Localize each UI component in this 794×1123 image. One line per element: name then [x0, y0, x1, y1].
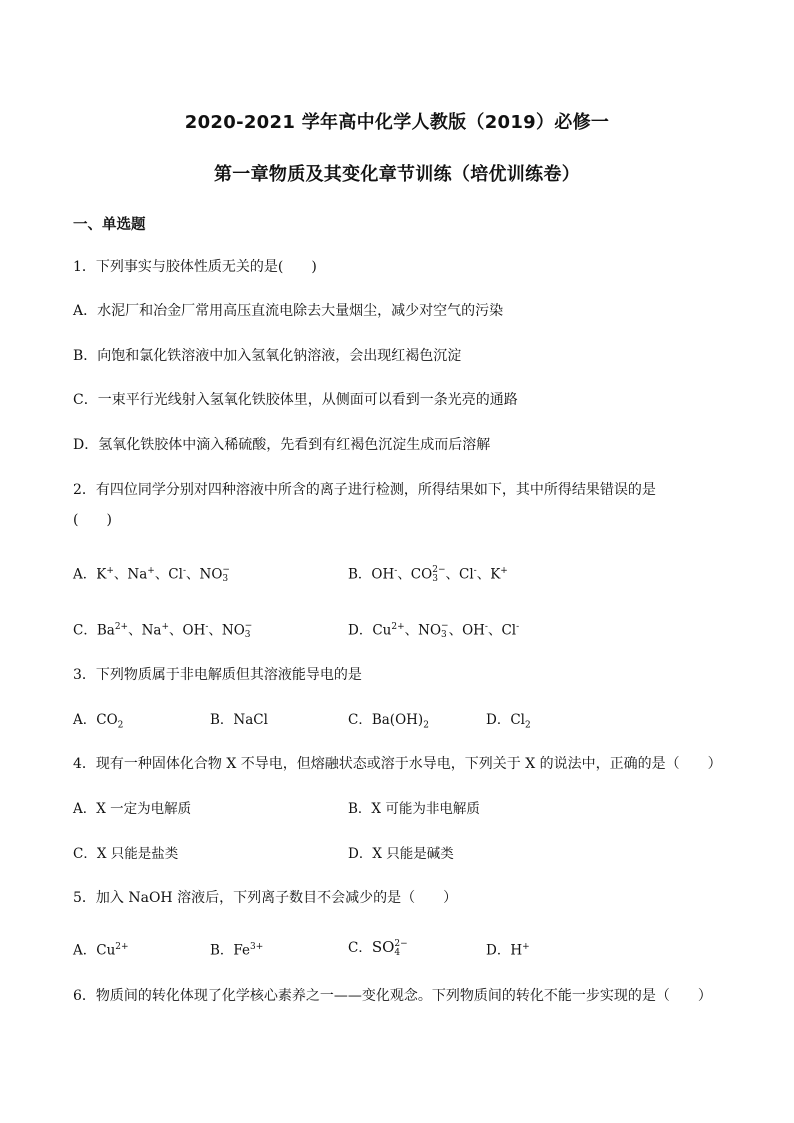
question-3-option-a: A．$CO_2$ [73, 712, 124, 731]
question-3-option-b: B．NaCl [210, 712, 268, 728]
title-line-2: 第一章物质及其变化章节训练（培优训练卷） [214, 164, 580, 185]
question-4-option-a: A．X 一定为电解质 [73, 801, 192, 817]
question-3-option-c: C．$Ba(OH)_2$ [348, 712, 429, 731]
question-5-stem: 5．加入 NaOH 溶液后，下列离子数目不会减少的是（ ） [73, 890, 458, 906]
title-line-1: 2020-2021 学年高中化学人教版（2019）必修一 [184, 112, 610, 133]
question-4-option-c: C．X 只能是盐类 [73, 846, 179, 862]
question-3-stem: 3．下列物质属于非电解质但其溶液能导电的是 [73, 667, 362, 683]
question-4-stem: 4．现有一种固体化合物 X 不导电，但熔融状态或溶于水导电，下列关于 X 的说法中，正确的是（ ） [73, 756, 722, 772]
question-2-option-d: D．$Cu^{2+}$、NO − 3 、OH-、Cl- [348, 621, 520, 640]
question-2-stem-line-1: 2．有四位同学分别对四种溶液中所含的离子进行检测，所得结果如下，其中所得结果错误的是 [73, 482, 656, 498]
question-1-option-a: A．水泥厂和冶金厂常用高压直流电除去大量烟尘，减少对空气的污染 [73, 303, 504, 319]
question-2-option-b: B．OH-、CO 2− 3 、Cl-、K+ [348, 565, 508, 584]
question-4-option-d: D．X 只能是碱类 [348, 846, 454, 862]
question-1-option-b: B．向饱和氯化铁溶液中加入氢氧化钠溶液，会出现红褐色沉淀 [73, 348, 462, 364]
question-5-option-c: C．SO 2− 4 [348, 938, 408, 958]
question-2-option-a: A．K+、Na+、Cl-、NO − 3 [73, 565, 230, 584]
question-2-stem-line-2: ( ) [73, 512, 112, 528]
question-1-option-c: C．一束平行光线射入氢氧化铁胶体里，从侧面可以看到一条光亮的通路 [73, 392, 518, 408]
question-1-stem: 1．下列事实与胶体性质无关的是( ) [73, 259, 317, 275]
question-3-option-d: D．$Cl_2$ [486, 712, 531, 731]
question-5-option-d: D．H+ [486, 942, 530, 959]
section-heading: 一、单选题 [73, 217, 146, 233]
question-2-option-c: C．$Ba^{2+}$、Na+、OH-、NO − 3 [73, 621, 253, 640]
question-5-option-a: A．$Cu^{2+}$ [73, 942, 129, 959]
question-1-option-d: D．氢氧化铁胶体中滴入稀硫酸，先看到有红褐色沉淀生成而后溶解 [73, 437, 491, 453]
question-6-stem: 6．物质间的转化体现了化学核心素养之一——变化观念。下列物质间的转化不能一步实现的是（ ） [73, 988, 712, 1004]
question-4-option-b: B．X 可能为非电解质 [348, 801, 480, 817]
question-5-option-b: B．$Fe^{3+}$ [210, 942, 264, 959]
